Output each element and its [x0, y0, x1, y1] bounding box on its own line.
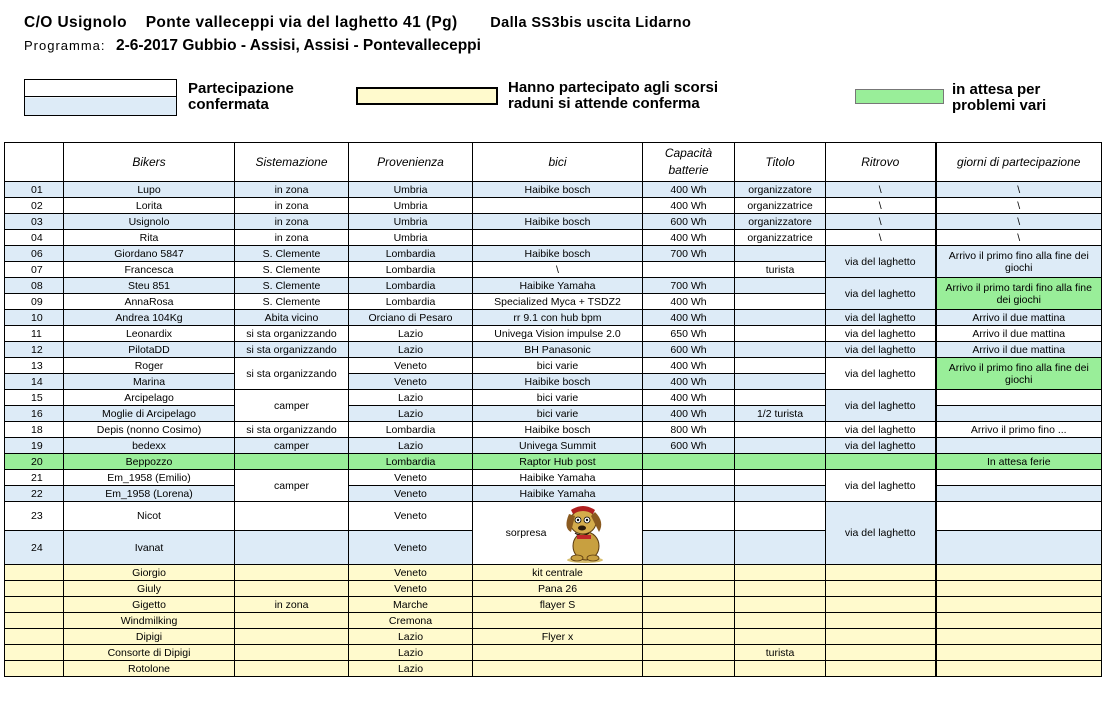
cell-num: 06 [5, 246, 64, 262]
cell-capacita: 600 Wh [643, 438, 735, 454]
cell-titolo: 1/2 turista [735, 406, 826, 422]
cell-bici: Specialized Myca + TSDZ2 [473, 294, 643, 310]
cell-capacita [643, 486, 735, 502]
cell-giorni [936, 390, 1102, 406]
cell-biker: Gigetto [64, 597, 235, 613]
cell-capacita: 400 Wh [643, 374, 735, 390]
table-row [5, 358, 1102, 374]
col-bikers: Bikers [64, 143, 235, 182]
cell-giorni [936, 486, 1102, 502]
cell-giorni [936, 661, 1102, 677]
cell-bici: Haibike bosch [473, 374, 643, 390]
cell-capacita: 400 Wh [643, 198, 735, 214]
cell-num: 02 [5, 198, 64, 214]
cell-num: 07 [5, 262, 64, 278]
cell-giorni: \ [936, 230, 1102, 246]
cell-biker: Giuly [64, 581, 235, 597]
table-row [5, 565, 1102, 581]
cell-bici: sorpresa [505, 526, 547, 539]
cell-provenienza: Veneto [349, 486, 473, 502]
cell-ritrovo: \ [826, 230, 936, 246]
table-row [5, 454, 1102, 470]
program-value: 2-6-2017 Gubbio - Assisi, Assisi - Pontevalleceppi [115, 37, 481, 54]
cell-provenienza: Veneto [349, 565, 473, 581]
cell-giorni: Arrivo il due mattina [936, 342, 1102, 358]
cell-titolo [735, 454, 826, 470]
cell-capacita: 400 Wh [643, 230, 735, 246]
cell-provenienza: Veneto [349, 358, 473, 374]
cell-titolo [735, 390, 826, 406]
cell-num: 15 [5, 390, 64, 406]
cell-bici [473, 198, 643, 214]
cell-sistemazione [235, 629, 349, 645]
cell-giorni [936, 406, 1102, 422]
cell-titolo [735, 310, 826, 326]
table-row [5, 613, 1102, 629]
cell-bici: Haibike Yamaha [473, 470, 643, 486]
cell-ritrovo [826, 629, 936, 645]
cell-titolo [735, 581, 826, 597]
cell-ritrovo: \ [826, 214, 936, 230]
cell-provenienza: Orciano di Pesaro [349, 310, 473, 326]
cell-giorni: \ [936, 182, 1102, 198]
cell-bici [473, 645, 643, 661]
cell-sistemazione [235, 581, 349, 597]
cell-bici: Haibike Yamaha [473, 278, 643, 294]
cell-provenienza: Lazio [349, 342, 473, 358]
cell-titolo [735, 502, 826, 531]
cell-giorni: Arrivo il primo fino alla fine dei giochi [936, 246, 1102, 278]
cell-num: 18 [5, 422, 64, 438]
col-titolo: Titolo [735, 143, 826, 182]
table-row [5, 214, 1102, 230]
cell-giorni: \ [936, 198, 1102, 214]
document-title [24, 14, 705, 32]
cell-bici: Pana 26 [473, 581, 643, 597]
cell-sistemazione: Abita vicino [235, 310, 349, 326]
cell-sistemazione: in zona [235, 214, 349, 230]
cell-giorni: Arrivo il due mattina [936, 326, 1102, 342]
legend-confirmed-text: Partecipazione confermata [188, 80, 294, 113]
cell-provenienza: Veneto [349, 502, 473, 531]
cell-ritrovo: via del laghetto [826, 278, 936, 310]
cartoon-dog-icon [561, 502, 609, 564]
cell-sistemazione [235, 645, 349, 661]
cell-biker: Ivanat [64, 531, 235, 565]
cell-bici [473, 613, 643, 629]
cell-provenienza: Cremona [349, 613, 473, 629]
cell-giorni: Arrivo il due mattina [936, 310, 1102, 326]
col-sistemazione: Sistemazione [235, 143, 349, 182]
table-row [5, 198, 1102, 214]
table-row [5, 486, 1102, 502]
cell-num [5, 629, 64, 645]
cell-num: 20 [5, 454, 64, 470]
cell-ritrovo: via del laghetto [826, 246, 936, 278]
cell-bici: BH Panasonic [473, 342, 643, 358]
col-capacita: Capacità batterie [643, 143, 735, 182]
cell-sistemazione: in zona [235, 597, 349, 613]
cell-biker: AnnaRosa [64, 294, 235, 310]
cell-titolo: organizzatrice [735, 198, 826, 214]
cell-titolo: organizzatore [735, 214, 826, 230]
cell-num: 01 [5, 182, 64, 198]
title-place: C/O Usignolo [24, 14, 127, 31]
cell-titolo [735, 246, 826, 262]
cell-ritrovo: via del laghetto [826, 358, 936, 390]
cell-provenienza: Lazio [349, 438, 473, 454]
cell-capacita [643, 470, 735, 486]
legend-swatch-waiting [855, 89, 944, 104]
cell-bici: bici varie [473, 358, 643, 374]
cell-sistemazione [235, 502, 349, 531]
cell-provenienza: Marche [349, 597, 473, 613]
cell-provenienza: Lazio [349, 661, 473, 677]
cell-provenienza: Lombardia [349, 246, 473, 262]
cell-biker: Usignolo [64, 214, 235, 230]
cell-bici: bici varie [473, 390, 643, 406]
cell-provenienza: Umbria [349, 214, 473, 230]
cell-provenienza: Lombardia [349, 422, 473, 438]
cell-provenienza: Veneto [349, 374, 473, 390]
cell-titolo [735, 278, 826, 294]
table-row [5, 661, 1102, 677]
cell-giorni [936, 438, 1102, 454]
cell-sistemazione: S. Clemente [235, 262, 349, 278]
table-row [5, 342, 1102, 358]
cell-num [5, 597, 64, 613]
cell-provenienza: Umbria [349, 198, 473, 214]
cell-sistemazione: si sta organizzando [235, 358, 349, 390]
cell-giorni [936, 502, 1102, 531]
cell-biker: Lupo [64, 182, 235, 198]
cell-ritrovo: \ [826, 182, 936, 198]
cell-sistemazione [235, 661, 349, 677]
cell-num: 22 [5, 486, 64, 502]
table-row [5, 278, 1102, 294]
cell-biker: Giorgio [64, 565, 235, 581]
cell-provenienza: Lombardia [349, 278, 473, 294]
cell-capacita: 400 Wh [643, 182, 735, 198]
cell-capacita: 600 Wh [643, 342, 735, 358]
cell-giorni: Arrivo il primo fino alla fine dei giochi [936, 358, 1102, 390]
cell-bici: bici varie [473, 406, 643, 422]
cell-bici: Raptor Hub post [473, 454, 643, 470]
col-provenienza: Provenienza [349, 143, 473, 182]
cell-provenienza: Umbria [349, 182, 473, 198]
program-label: Programma: [24, 38, 106, 53]
cell-provenienza: Lazio [349, 326, 473, 342]
cell-biker: Roger [64, 358, 235, 374]
cell-ritrovo: via del laghetto [826, 502, 936, 565]
cell-bici: \ [473, 262, 643, 278]
cell-capacita [643, 629, 735, 645]
cell-biker: Leonardix [64, 326, 235, 342]
cell-num [5, 613, 64, 629]
cell-capacita: 800 Wh [643, 422, 735, 438]
cell-sistemazione: si sta organizzando [235, 342, 349, 358]
cell-capacita: 400 Wh [643, 406, 735, 422]
cell-bici: Haibike bosch [473, 182, 643, 198]
cell-biker: Em_1958 (Lorena) [64, 486, 235, 502]
cell-biker: Depis (nonno Cosimo) [64, 422, 235, 438]
cell-bici: rr 9.1 con hub bpm [473, 310, 643, 326]
cell-sistemazione: camper [235, 470, 349, 502]
cell-titolo [735, 531, 826, 565]
cell-sistemazione [235, 565, 349, 581]
cell-sistemazione: si sta organizzando [235, 422, 349, 438]
cell-capacita [643, 454, 735, 470]
cell-giorni [936, 597, 1102, 613]
cell-provenienza: Veneto [349, 581, 473, 597]
cell-capacita: 700 Wh [643, 278, 735, 294]
cell-num: 03 [5, 214, 64, 230]
cell-titolo [735, 342, 826, 358]
cell-num: 11 [5, 326, 64, 342]
cell-num: 13 [5, 358, 64, 374]
cell-sistemazione [235, 454, 349, 470]
cell-capacita [643, 565, 735, 581]
cell-ritrovo [826, 454, 936, 470]
cell-bici: kit centrale [473, 565, 643, 581]
cell-bici: Haibike bosch [473, 246, 643, 262]
cell-biker: Francesca [64, 262, 235, 278]
cell-titolo [735, 470, 826, 486]
cell-sistemazione: camper [235, 438, 349, 454]
cell-capacita: 400 Wh [643, 310, 735, 326]
cell-capacita [643, 502, 735, 531]
cell-num: 19 [5, 438, 64, 454]
cell-ritrovo [826, 597, 936, 613]
cell-giorni [936, 629, 1102, 645]
cell-titolo [735, 597, 826, 613]
cell-sistemazione: S. Clemente [235, 294, 349, 310]
participants-table [4, 142, 1102, 677]
cell-capacita: 400 Wh [643, 294, 735, 310]
cell-sistemazione: in zona [235, 198, 349, 214]
cell-titolo [735, 294, 826, 310]
cell-ritrovo [826, 613, 936, 629]
cell-ritrovo: via del laghetto [826, 438, 936, 454]
cell-biker: Giordano 5847 [64, 246, 235, 262]
cell-bici: Univega Vision impulse 2.0 [473, 326, 643, 342]
table-row [5, 230, 1102, 246]
cell-num: 24 [5, 531, 64, 565]
cell-provenienza: Lazio [349, 645, 473, 661]
cell-titolo [735, 565, 826, 581]
program-line [24, 37, 481, 55]
table-row [5, 629, 1102, 645]
table-row [5, 502, 1102, 531]
cell-sistemazione: si sta organizzando [235, 326, 349, 342]
cell-ritrovo: via del laghetto [826, 390, 936, 422]
cell-titolo: turista [735, 645, 826, 661]
cell-titolo: turista [735, 262, 826, 278]
cell-num [5, 645, 64, 661]
cell-bici: Flyer x [473, 629, 643, 645]
title-directions: Dalla SS3bis uscita Lidarno [490, 15, 692, 31]
cell-sistemazione [235, 613, 349, 629]
cell-provenienza: Veneto [349, 470, 473, 486]
cell-titolo [735, 358, 826, 374]
cell-capacita [643, 262, 735, 278]
cell-biker: PilotaDD [64, 342, 235, 358]
cell-num: 12 [5, 342, 64, 358]
cell-titolo [735, 326, 826, 342]
cell-titolo [735, 438, 826, 454]
cell-ritrovo [826, 581, 936, 597]
cell-ritrovo: via del laghetto [826, 422, 936, 438]
cell-giorni: \ [936, 214, 1102, 230]
cell-bici [473, 230, 643, 246]
cell-provenienza: Umbria [349, 230, 473, 246]
table-row [5, 310, 1102, 326]
cell-capacita: 600 Wh [643, 214, 735, 230]
cell-biker: Windmilking [64, 613, 235, 629]
cell-biker: Andrea 104Kg [64, 310, 235, 326]
cell-num: 04 [5, 230, 64, 246]
cell-capacita [643, 531, 735, 565]
cell-sistemazione: in zona [235, 230, 349, 246]
cell-biker: Rotolone [64, 661, 235, 677]
cell-ritrovo: via del laghetto [826, 310, 936, 326]
table-row [5, 182, 1102, 198]
cell-num: 16 [5, 406, 64, 422]
col-ritrovo: Ritrovo [826, 143, 936, 182]
cell-bici: Haibike bosch [473, 214, 643, 230]
table-row [5, 645, 1102, 661]
cell-giorni [936, 645, 1102, 661]
table-row [5, 246, 1102, 262]
cell-provenienza: Lazio [349, 390, 473, 406]
cell-capacita: 700 Wh [643, 246, 735, 262]
cell-giorni [936, 613, 1102, 629]
legend-waiting-text: in attesa per problemi vari [952, 81, 1047, 114]
legend-swatch-confirmed [24, 79, 177, 116]
cell-titolo: organizzatore [735, 182, 826, 198]
cell-titolo: organizzatrice [735, 230, 826, 246]
table-row [5, 406, 1102, 422]
cell-bici [473, 661, 643, 677]
cell-sistemazione: S. Clemente [235, 278, 349, 294]
cell-biker: Em_1958 (Emilio) [64, 470, 235, 486]
cell-num: 10 [5, 310, 64, 326]
cell-capacita: 400 Wh [643, 390, 735, 406]
cell-biker: Dipigi [64, 629, 235, 645]
cell-capacita [643, 613, 735, 629]
cell-ritrovo: via del laghetto [826, 470, 936, 502]
cell-bici-surprise [473, 502, 643, 565]
table-row [5, 470, 1102, 486]
cell-bici: flayer S [473, 597, 643, 613]
cell-ritrovo: via del laghetto [826, 326, 936, 342]
cell-num: 21 [5, 470, 64, 486]
cell-capacita: 400 Wh [643, 358, 735, 374]
cell-biker: Steu 851 [64, 278, 235, 294]
cell-ritrovo: via del laghetto [826, 342, 936, 358]
cell-bici: Haibike Yamaha [473, 486, 643, 502]
legend-pending-text: Hanno partecipato agli scorsi raduni si attende conferma [508, 79, 719, 112]
cell-provenienza: Lombardia [349, 454, 473, 470]
cell-bici: Haibike bosch [473, 422, 643, 438]
cell-num [5, 565, 64, 581]
table-row [5, 390, 1102, 406]
cell-provenienza: Veneto [349, 531, 473, 565]
cell-titolo [735, 486, 826, 502]
cell-titolo [735, 422, 826, 438]
table-row [5, 597, 1102, 613]
cell-capacita [643, 597, 735, 613]
cell-provenienza: Lazio [349, 629, 473, 645]
cell-num: 14 [5, 374, 64, 390]
cell-giorni [936, 581, 1102, 597]
cell-num: 09 [5, 294, 64, 310]
cell-sistemazione: S. Clemente [235, 246, 349, 262]
table-header-row [5, 143, 1102, 182]
cell-ritrovo [826, 565, 936, 581]
cell-biker: Nicot [64, 502, 235, 531]
cell-num [5, 581, 64, 597]
cell-provenienza: Lombardia [349, 294, 473, 310]
cell-provenienza: Lazio [349, 406, 473, 422]
cell-titolo [735, 661, 826, 677]
cell-capacita [643, 645, 735, 661]
cell-sistemazione: camper [235, 390, 349, 422]
cell-biker: Rita [64, 230, 235, 246]
table-row [5, 581, 1102, 597]
cell-titolo [735, 613, 826, 629]
title-address: Ponte valleceppi via del laghetto 41 (Pg) [145, 14, 458, 31]
table-row [5, 422, 1102, 438]
cell-ritrovo [826, 661, 936, 677]
cell-giorni: Arrivo il primo tardi fino alla fine dei giochi [936, 278, 1102, 310]
cell-num: 08 [5, 278, 64, 294]
cell-giorni: In attesa ferie [936, 454, 1102, 470]
cell-sistemazione: in zona [235, 182, 349, 198]
cell-biker: Marina [64, 374, 235, 390]
cell-giorni [936, 531, 1102, 565]
cell-titolo [735, 374, 826, 390]
cell-capacita [643, 661, 735, 677]
cell-sistemazione [235, 531, 349, 565]
cell-biker: Lorita [64, 198, 235, 214]
cell-num [5, 661, 64, 677]
cell-bici: Univega Summit [473, 438, 643, 454]
cell-biker: bedexx [64, 438, 235, 454]
cell-ritrovo: \ [826, 198, 936, 214]
col-giorni: giorni di partecipazione [936, 143, 1102, 182]
cell-ritrovo [826, 645, 936, 661]
cell-biker: Consorte di Dipigi [64, 645, 235, 661]
col-number [5, 143, 64, 182]
cell-biker: Beppozzo [64, 454, 235, 470]
table-row [5, 326, 1102, 342]
cell-biker: Arcipelago [64, 390, 235, 406]
cell-giorni: Arrivo il primo fino ... [936, 422, 1102, 438]
cell-num: 23 [5, 502, 64, 531]
table-row [5, 438, 1102, 454]
legend-swatch-pending [356, 87, 498, 105]
cell-capacita [643, 581, 735, 597]
cell-giorni [936, 565, 1102, 581]
cell-giorni [936, 470, 1102, 486]
cell-capacita: 650 Wh [643, 326, 735, 342]
col-bici: bici [473, 143, 643, 182]
cell-titolo [735, 629, 826, 645]
cell-provenienza: Lombardia [349, 262, 473, 278]
cell-biker: Moglie di Arcipelago [64, 406, 235, 422]
